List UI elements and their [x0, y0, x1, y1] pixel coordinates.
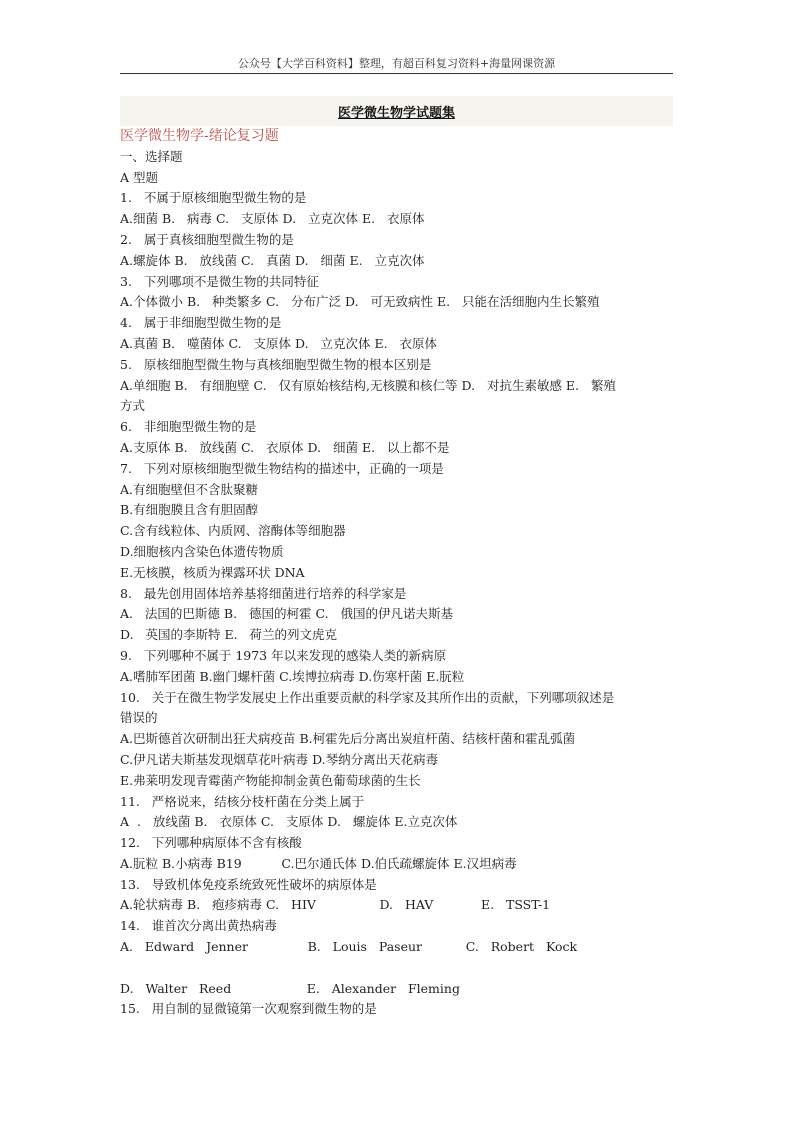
document-line: D.细胞核内含染色体遗传物质 — [120, 543, 284, 559]
document-line: C.伊凡诺夫斯基发现烟草花叶病毒 D.琴纳分离出天花病毒 — [120, 751, 439, 767]
question-text: 6. 非细胞型微生物的是 — [120, 419, 257, 435]
document-line: D. Walter Reed E. Alexander Fleming — [120, 980, 460, 996]
document-line: A.有细胞壁但不含肽聚糖 — [120, 481, 259, 497]
question-text: 10. 关于在微生物学发展史上作出重要贡献的科学家及其所作出的贡献，下列哪项叙述是 — [120, 689, 615, 705]
question-text: 8. 最先创用固体培养基将细菌进行培养的科学家是 — [120, 585, 407, 601]
question-text: 1. 不属于原核细胞型微生物的是 — [120, 190, 307, 206]
question-text: 7. 下列对原核细胞型微生物结构的描述中，正确的一项是 — [120, 460, 444, 476]
document-line: A.单细胞 B. 有细胞壁 C. 仅有原始核结构,无核膜和核仁等 D. 对抗生素敏感 E. 繁殖 — [120, 377, 616, 393]
document-title: 医学微生物学试题集 — [337, 106, 455, 121]
document-line: A. Edward Jenner B. Louis Paseur C. Robert Kock — [120, 939, 578, 955]
document-line: E.无核膜，核质为裸露环状 DNA — [120, 564, 305, 580]
question-text: 12. 下列哪种病原体不含有核酸 — [120, 835, 302, 851]
question-text: 15. 用自制的显微镜第一次观察到微生物的是 — [120, 1001, 377, 1017]
document-line: A.嗜肺军团菌 B.幽门螺杆菌 C.埃博拉病毒 D.伤寒杆菌 E.朊粒 — [120, 668, 465, 684]
document-line: A.朊粒 B.小病毒 B19 C.巴尔通氏体 D.伯氏疏螺旋体 E.汉坦病毒 — [120, 855, 517, 871]
document-line: E.弗莱明发现青霉菌产物能抑制金黄色葡萄球菌的生长 — [120, 772, 421, 788]
document-line: C.含有线粒体、内质网、溶酶体等细胞器 — [120, 523, 346, 539]
document-line: A.轮状病毒 B. 疱疹病毒 C. HIV D. HAV E. TSST-1 — [120, 897, 551, 913]
question-text: 9. 下列哪种不属于 1973 年以来发现的感染人类的新病原 — [120, 647, 447, 663]
question-text: 14. 谁首次分离出黄热病毒 — [120, 918, 277, 934]
question-text: 3. 下列哪项不是微生物的共同特征 — [120, 273, 319, 289]
document-line: A.真菌 B. 噬菌体 C. 支原体 D. 立克次体 E. 衣原体 — [120, 335, 437, 351]
question-text: 4. 属于非细胞型微生物的是 — [120, 315, 282, 331]
question-text: 11. 严格说来，结核分枝杆菌在分类上属于 — [120, 793, 365, 809]
document-line: A.支原体 B. 放线菌 C. 衣原体 D. 细菌 E. 以上都不是 — [120, 439, 450, 455]
document-line: A.巴斯德首次研制出狂犬病疫苗 B.柯霍先后分离出炭疽杆菌、结核杆菌和霍乱弧菌 — [120, 731, 576, 747]
title-band — [120, 96, 673, 126]
document-line: A. 法国的巴斯德 B. 德国的柯霍 C. 俄国的伊凡诺夫斯基 — [120, 606, 453, 622]
document-line: A 型题 — [120, 169, 159, 185]
document-line: 方式 — [120, 398, 146, 414]
document-line: A.螺旋体 B. 放线菌 C. 真菌 D. 细菌 E. 立克次体 — [120, 252, 425, 268]
page-header: 公众号【大学百科资料】整理，有超百科复习资料+海量网课资源 — [237, 57, 556, 70]
question-text: 5. 原核细胞型微生物与真核细胞型微生物的根本区别是 — [120, 356, 432, 372]
document-line: A.个体微小 B. 种类繁多 C. 分布广泛 D. 可无致病性 E. 只能在活细胞内生长繁殖 — [120, 294, 600, 310]
document-line: A.细菌 B. 病毒 C. 支原体 D. 立克次体 E. 衣原体 — [120, 211, 425, 227]
question-text: 2. 属于真核细胞型微生物的是 — [120, 231, 294, 247]
document-line — [120, 958, 676, 979]
section-subtitle: 医学微生物学-绪论复习题 — [120, 128, 279, 144]
header-divider — [120, 73, 673, 74]
document-line: A . 放线菌 B. 衣原体 C. 支原体 D. 螺旋体 E.立克次体 — [120, 814, 458, 830]
document-line: B.有细胞膜且含有胆固醇 — [120, 502, 259, 518]
document-body — [120, 126, 676, 1020]
document-line: 一、选择题 — [120, 148, 183, 164]
question-text: 13. 导致机体免疫系统致死性破坏的病原体是 — [120, 876, 377, 892]
document-line: D. 英国的李斯特 E. 荷兰的列文虎克 — [120, 627, 337, 643]
document-line: 错误的 — [120, 710, 158, 726]
